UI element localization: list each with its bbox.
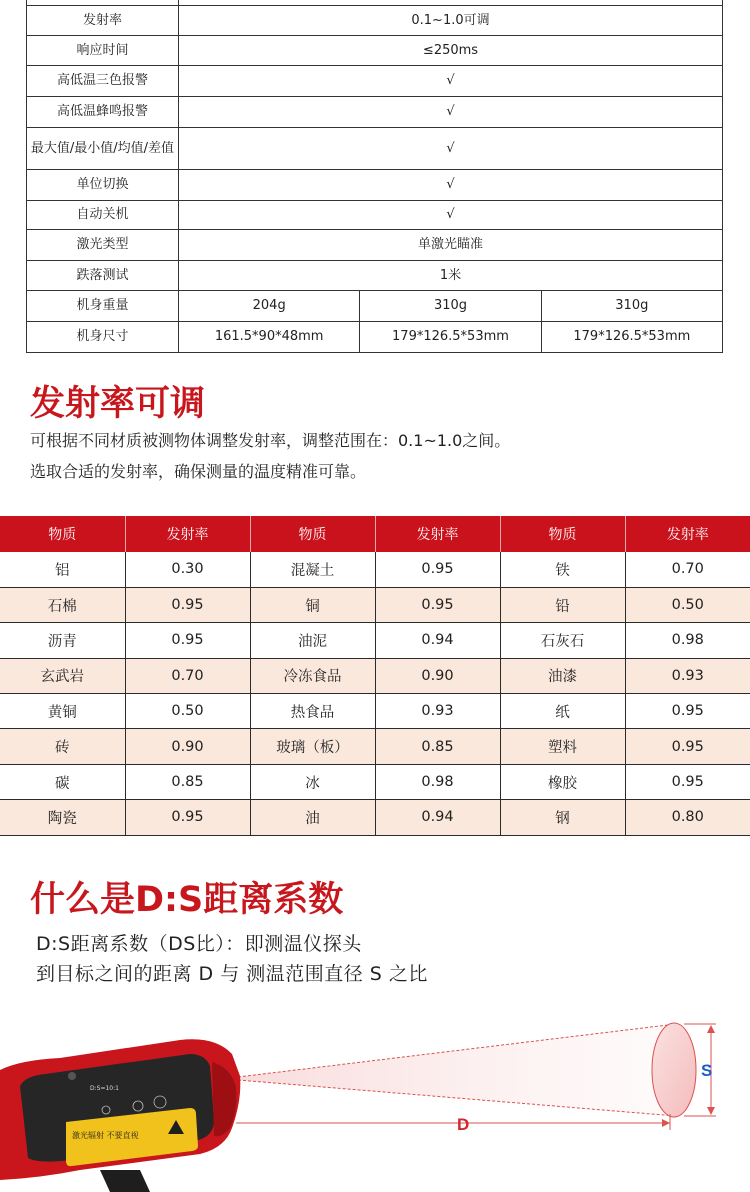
emissivity-title: 发射率可调 [30,384,206,424]
material-cell: 铅 [500,587,625,622]
spec-value: √ [179,169,723,200]
emissivity-value-cell: 0.95 [125,623,250,658]
s-arrow-top [707,1025,715,1033]
material-cell: 黄铜 [0,694,125,729]
ds-ratio-marking: D:S=10:1 [90,1085,119,1092]
spec-label: 最大值/最小值/均值/差值 [27,127,179,169]
emissivity-value-cell: 0.98 [375,764,500,799]
emissivity-value-cell: 0.90 [125,729,250,764]
d-label: D [457,1115,470,1134]
emissivity-row [0,552,750,587]
material-cell: 橡胶 [500,764,625,799]
header-emissivity: 发射率 [625,516,750,552]
emissivity-value-cell: 0.95 [625,694,750,729]
header-material: 物质 [0,516,125,552]
spec-value-weight: 204g [179,290,360,321]
material-cell: 油泥 [250,623,375,658]
header-material: 物质 [250,516,375,552]
spec-row [27,200,723,229]
spec-row [27,127,723,169]
emissivity-row [0,694,750,729]
ds-diagram [0,1010,750,1192]
material-cell: 热食品 [250,694,375,729]
emissivity-value-cell: 0.50 [625,587,750,622]
emissivity-value-cell: 0.93 [625,658,750,693]
header-emissivity: 发射率 [125,516,250,552]
spec-value: 1米 [179,260,723,290]
material-cell: 钢 [500,800,625,835]
laser-window [68,1072,76,1080]
emissivity-value-cell: 0.50 [125,694,250,729]
material-cell: 混凝土 [250,552,375,587]
spec-label: 高低温蜂鸣报警 [27,96,179,127]
spec-table [26,0,723,353]
emissivity-value-cell: 0.95 [375,552,500,587]
emissivity-header-row [0,516,750,552]
emissivity-desc-line2: 选取合适的发射率，确保测量的温度精准可靠。 [30,462,367,481]
spec-value: ≤250ms [179,35,723,65]
emissivity-value-cell: 0.30 [125,552,250,587]
emissivity-row [0,658,750,693]
material-cell: 石灰石 [500,623,625,658]
spec-row [27,260,723,290]
emissivity-value-cell: 0.95 [625,764,750,799]
emissivity-value-cell: 0.70 [125,658,250,693]
spec-row [27,229,723,260]
emissivity-value-cell: 0.94 [375,623,500,658]
spec-label: 激光类型 [27,229,179,260]
material-cell: 铝 [0,552,125,587]
material-cell: 油漆 [500,658,625,693]
material-cell: 铜 [250,587,375,622]
d-arrow-right [662,1119,670,1127]
spec-label: 自动关机 [27,200,179,229]
spec-value-size: 179*126.5*53mm [541,321,722,352]
ds-desc-line2: 到目标之间的距离 D 与 测温范围直径 S 之比 [36,963,428,985]
emissivity-row [0,764,750,799]
spec-row [27,35,723,65]
material-cell: 玄武岩 [0,658,125,693]
spec-value: 单激光瞄准 [179,229,723,260]
emissivity-value-cell: 0.94 [375,800,500,835]
spec-value: 0.1~1.0可调 [179,5,723,35]
spec-row-weight [27,290,723,321]
material-cell: 碳 [0,764,125,799]
spec-value: √ [179,65,723,96]
emissivity-value-cell: 0.85 [375,729,500,764]
material-cell: 玻璃（板） [250,729,375,764]
emissivity-desc-line1: 可根据不同材质被测物体调整发射率，调整范围在：0.1~1.0之间。 [30,431,511,450]
emissivity-row [0,729,750,764]
emissivity-value-cell: 0.95 [375,587,500,622]
measurement-spot [652,1023,696,1117]
spec-value-size: 161.5*90*48mm [179,321,360,352]
spec-value: √ [179,127,723,169]
spec-value-weight: 310g [541,290,722,321]
spec-row [27,65,723,96]
emissivity-row [0,800,750,835]
spec-value-size: 179*126.5*53mm [360,321,541,352]
emissivity-value-cell: 0.70 [625,552,750,587]
header-material: 物质 [500,516,625,552]
material-cell: 冷冻食品 [250,658,375,693]
emissivity-table [0,516,750,836]
emissivity-row [0,623,750,658]
warning-text: 激光辐射 不要直视 [72,1131,139,1140]
spec-label: 跌落测试 [27,260,179,290]
spec-label: 单位切换 [27,169,179,200]
spec-row [27,96,723,127]
ds-title: 什么是D:S距离系数 [30,880,344,920]
emissivity-row [0,587,750,622]
spec-value: √ [179,200,723,229]
device-handle [100,1170,150,1192]
material-cell: 陶瓷 [0,800,125,835]
material-cell: 纸 [500,694,625,729]
s-arrow-bottom [707,1107,715,1115]
s-label: S [701,1061,713,1080]
spec-row [27,169,723,200]
spec-label: 发射率 [27,5,179,35]
material-cell: 沥青 [0,623,125,658]
material-cell: 砖 [0,729,125,764]
material-cell: 铁 [500,552,625,587]
emissivity-value-cell: 0.93 [375,694,500,729]
emissivity-value-cell: 0.80 [625,800,750,835]
spec-value: √ [179,96,723,127]
material-cell: 石棉 [0,587,125,622]
emissivity-value-cell: 0.95 [125,800,250,835]
ds-desc-line1: D:S距离系数（DS比）：即测温仪探头 [36,933,362,955]
emissivity-value-cell: 0.85 [125,764,250,799]
thermometer-device [0,1039,240,1192]
material-cell: 油 [250,800,375,835]
emissivity-value-cell: 0.98 [625,623,750,658]
spec-label: 响应时间 [27,35,179,65]
material-cell: 塑料 [500,729,625,764]
spec-row-size [27,321,723,352]
spec-label: 机身重量 [27,290,179,321]
emissivity-value-cell: 0.95 [125,587,250,622]
header-emissivity: 发射率 [375,516,500,552]
spec-label: 机身尺寸 [27,321,179,352]
emissivity-value-cell: 0.90 [375,658,500,693]
spec-label: 高低温三色报警 [27,65,179,96]
spec-row [27,5,723,35]
material-cell: 冰 [250,764,375,799]
beam-cone [238,1024,676,1116]
spec-value-weight: 310g [360,290,541,321]
emissivity-value-cell: 0.95 [625,729,750,764]
